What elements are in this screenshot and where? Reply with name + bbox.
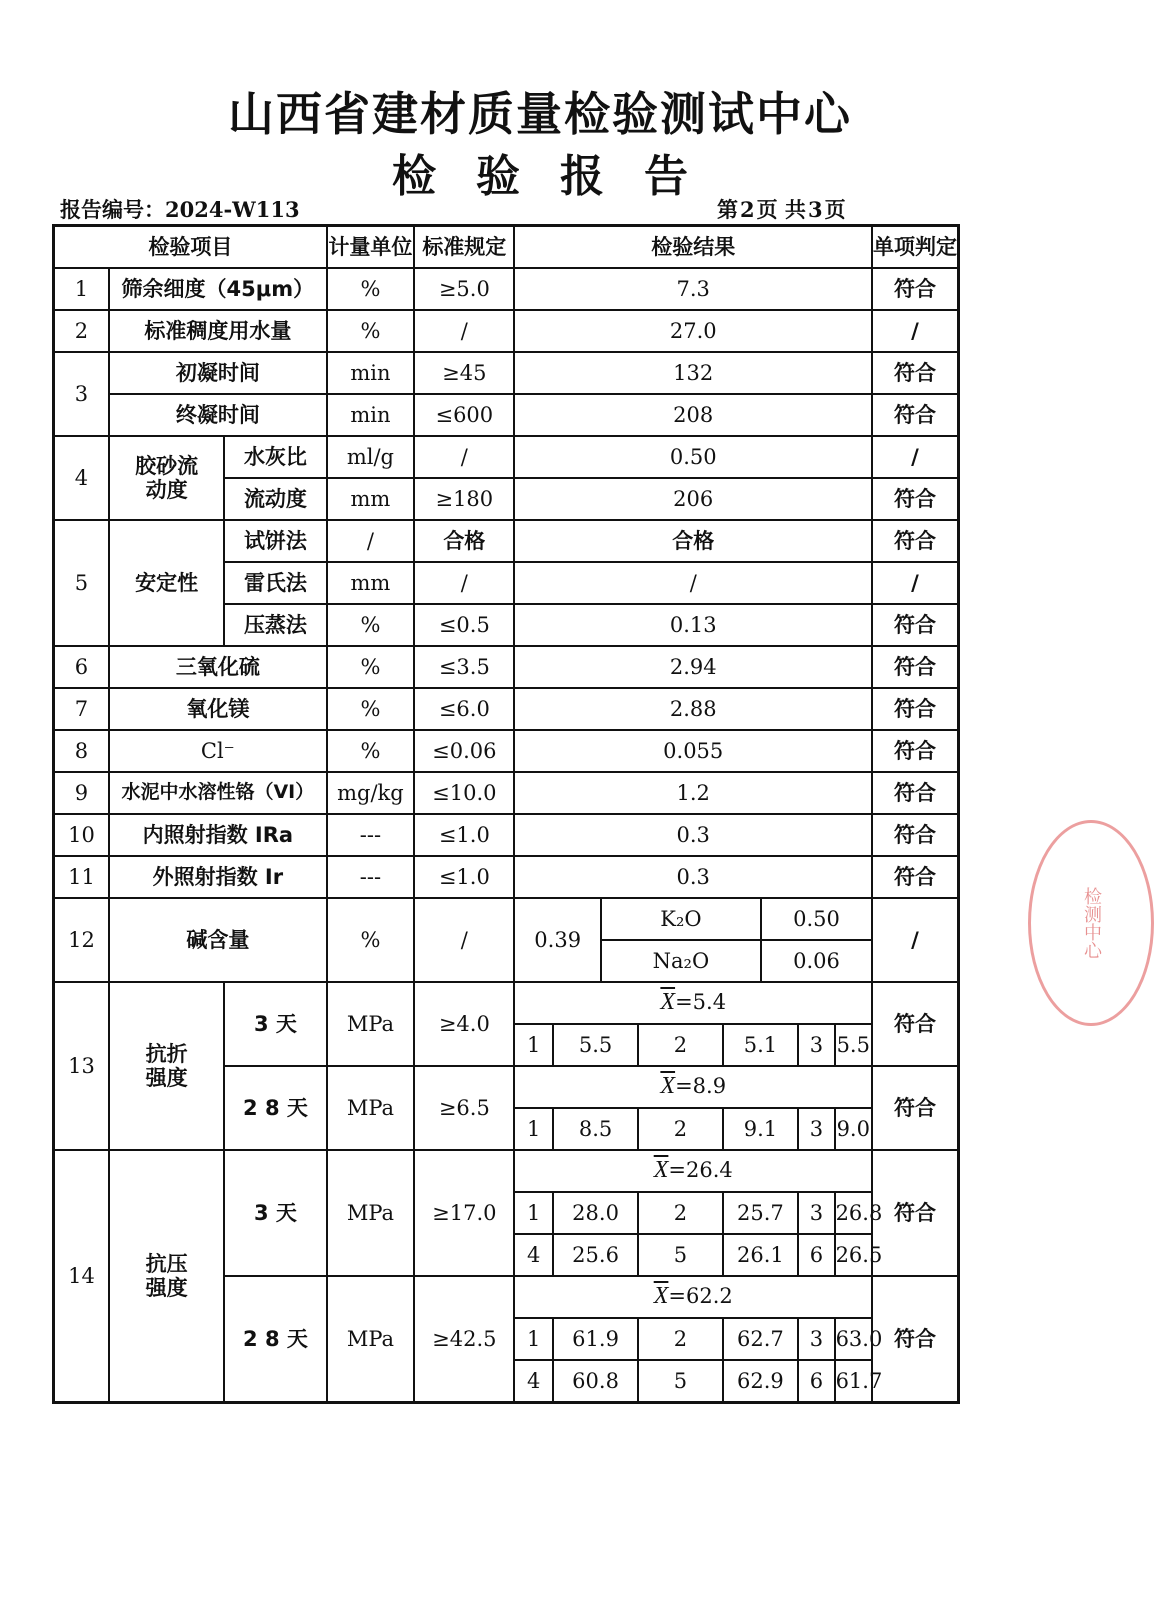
specimen-no: 1 xyxy=(514,1192,552,1234)
row-judge: 符合 xyxy=(872,1066,959,1150)
specimen-value: 25.7 xyxy=(723,1192,799,1234)
alkali-total: 0.39 xyxy=(514,898,600,982)
report-number: 报告编号：2024-W113 xyxy=(60,197,300,222)
age-label: 3 天 xyxy=(224,982,326,1066)
row-judge: / xyxy=(872,310,959,352)
row-standard: ≥6.5 xyxy=(414,1066,514,1150)
row-result: 7.3 xyxy=(514,268,872,310)
alkali-row xyxy=(54,898,959,940)
row-name: 压蒸法 xyxy=(224,604,326,646)
row-judge: 符合 xyxy=(872,814,959,856)
row-no: 6 xyxy=(54,646,109,688)
specimen-value: 26.8 xyxy=(835,1192,872,1234)
specimen-value: 61.7 xyxy=(835,1360,872,1403)
row-standard: ≥42.5 xyxy=(414,1276,514,1403)
row-judge: 符合 xyxy=(872,520,959,562)
row-name: 内照射指数 IRa xyxy=(109,814,327,856)
row-no: 14 xyxy=(54,1150,109,1403)
table-row xyxy=(54,856,959,898)
row-unit: MPa xyxy=(327,982,415,1066)
row-result: 132 xyxy=(514,352,872,394)
specimen-value: 8.5 xyxy=(553,1108,638,1150)
row-result: 0.13 xyxy=(514,604,872,646)
specimen-no: 6 xyxy=(798,1360,834,1403)
row-judge: 符合 xyxy=(872,268,959,310)
row-standard: ≥180 xyxy=(414,478,514,520)
row-judge: 符合 xyxy=(872,352,959,394)
row-unit: min xyxy=(327,394,415,436)
specimen-no: 3 xyxy=(798,1318,834,1360)
row-name: 初凝时间 xyxy=(109,352,327,394)
row-unit: % xyxy=(327,898,415,982)
row-unit: % xyxy=(327,310,415,352)
row-name: 外照射指数 Ir xyxy=(109,856,327,898)
row-no: 9 xyxy=(54,772,109,814)
row-unit: mm xyxy=(327,478,415,520)
row-name: 筛余细度（45μm） xyxy=(109,268,327,310)
row-standard: 合格 xyxy=(414,520,514,562)
header-item: 检验项目 xyxy=(54,226,327,269)
row-result: 27.0 xyxy=(514,310,872,352)
row-name: 水泥中水溶性铬（VI） xyxy=(109,772,327,814)
specimen-value: 5.5 xyxy=(553,1024,638,1066)
na2o-label: Na₂O xyxy=(601,940,761,982)
specimen-no: 2 xyxy=(638,1192,722,1234)
row-unit: % xyxy=(327,604,415,646)
specimen-value: 61.9 xyxy=(553,1318,638,1360)
row-result: 0.3 xyxy=(514,856,872,898)
report-subtitle: 检验报告 xyxy=(392,151,728,202)
row-unit: % xyxy=(327,730,415,772)
row-unit: --- xyxy=(327,814,415,856)
row-name: 试饼法 xyxy=(224,520,326,562)
row-unit: % xyxy=(327,268,415,310)
k2o-label: K₂O xyxy=(601,898,761,940)
row-standard: ≤1.0 xyxy=(414,856,514,898)
row-no: 11 xyxy=(54,856,109,898)
row-unit: MPa xyxy=(327,1066,415,1150)
specimen-no: 6 xyxy=(798,1234,834,1276)
row-standard: ≤600 xyxy=(414,394,514,436)
table-row xyxy=(54,268,959,310)
row-group: 抗折强度 xyxy=(109,982,224,1150)
row-group: 抗压强度 xyxy=(109,1150,224,1403)
specimen-value: 25.6 xyxy=(553,1234,638,1276)
k2o-value: 0.50 xyxy=(761,898,872,940)
age-label: 2 8 天 xyxy=(224,1066,326,1150)
page-indicator: 第2页 共3页 xyxy=(717,197,846,222)
row-no: 12 xyxy=(54,898,109,982)
row-no: 2 xyxy=(54,310,109,352)
row-judge: 符合 xyxy=(872,730,959,772)
row-result: / xyxy=(514,562,872,604)
row-judge: 符合 xyxy=(872,604,959,646)
row-unit: mm xyxy=(327,562,415,604)
inspection-results-table xyxy=(52,224,960,1404)
table-row xyxy=(54,772,959,814)
specimen-value: 60.8 xyxy=(553,1360,638,1403)
row-result: 合格 xyxy=(514,520,872,562)
mean-value: $\overline{X}=62.2$ xyxy=(514,1276,872,1318)
specimen-value: 26.1 xyxy=(723,1234,799,1276)
row-judge: / xyxy=(872,562,959,604)
specimen-value: 5.5 xyxy=(835,1024,872,1066)
table-header-row xyxy=(54,226,959,269)
row-name: 终凝时间 xyxy=(109,394,327,436)
row-unit: --- xyxy=(327,856,415,898)
row-name: 三氧化硫 xyxy=(109,646,327,688)
table-row xyxy=(54,520,959,562)
row-name: 碱含量 xyxy=(109,898,327,982)
row-unit: MPa xyxy=(327,1150,415,1276)
specimen-no: 2 xyxy=(638,1108,722,1150)
row-name: Cl⁻ xyxy=(109,730,327,772)
specimen-value: 5.1 xyxy=(723,1024,799,1066)
row-standard: ≥5.0 xyxy=(414,268,514,310)
specimen-no: 3 xyxy=(798,1024,834,1066)
specimen-no: 5 xyxy=(638,1360,722,1403)
row-unit: / xyxy=(327,520,415,562)
table-row xyxy=(54,352,959,394)
row-judge: 符合 xyxy=(872,688,959,730)
row-no: 1 xyxy=(54,268,109,310)
row-standard: ≤1.0 xyxy=(414,814,514,856)
row-name: 氧化镁 xyxy=(109,688,327,730)
specimen-value: 26.5 xyxy=(835,1234,872,1276)
row-result: 1.2 xyxy=(514,772,872,814)
table-row xyxy=(54,394,959,436)
specimen-value: 9.0 xyxy=(835,1108,872,1150)
row-standard: ≥45 xyxy=(414,352,514,394)
row-unit: min xyxy=(327,352,415,394)
specimen-no: 2 xyxy=(638,1024,722,1066)
flexural-row xyxy=(54,982,959,1024)
row-result: 208 xyxy=(514,394,872,436)
row-judge: 符合 xyxy=(872,856,959,898)
header-standard: 标准规定 xyxy=(414,226,514,269)
row-name: 水灰比 xyxy=(224,436,326,478)
table-row xyxy=(54,436,959,478)
row-unit: ml/g xyxy=(327,436,415,478)
official-seal-stamp: 检测中心 xyxy=(1028,820,1154,1026)
row-result: 2.94 xyxy=(514,646,872,688)
row-judge: 符合 xyxy=(872,1276,959,1403)
specimen-value: 63.0 xyxy=(835,1318,872,1360)
row-name: 雷氏法 xyxy=(224,562,326,604)
row-standard: ≤10.0 xyxy=(414,772,514,814)
row-unit: % xyxy=(327,688,415,730)
header-result: 检验结果 xyxy=(514,226,872,269)
row-standard: / xyxy=(414,436,514,478)
row-standard: ≤6.0 xyxy=(414,688,514,730)
specimen-no: 3 xyxy=(798,1108,834,1150)
specimen-no: 1 xyxy=(514,1108,552,1150)
row-name: 标准稠度用水量 xyxy=(109,310,327,352)
row-judge: 符合 xyxy=(872,772,959,814)
specimen-no: 4 xyxy=(514,1360,552,1403)
row-result: 0.50 xyxy=(514,436,872,478)
table-row xyxy=(54,310,959,352)
row-judge: 符合 xyxy=(872,982,959,1066)
row-judge: / xyxy=(872,436,959,478)
row-no: 13 xyxy=(54,982,109,1150)
specimen-no: 5 xyxy=(638,1234,722,1276)
specimen-no: 1 xyxy=(514,1024,552,1066)
row-judge: 符合 xyxy=(872,646,959,688)
specimen-no: 1 xyxy=(514,1318,552,1360)
row-standard: ≤0.5 xyxy=(414,604,514,646)
row-judge: / xyxy=(872,898,959,982)
mean-value: $\overline{X}=26.4$ xyxy=(514,1150,872,1192)
row-name: 流动度 xyxy=(224,478,326,520)
specimen-no: 2 xyxy=(638,1318,722,1360)
row-standard: ≤3.5 xyxy=(414,646,514,688)
row-result: 0.055 xyxy=(514,730,872,772)
table-row xyxy=(54,688,959,730)
row-unit: % xyxy=(327,646,415,688)
header-judge: 单项判定 xyxy=(872,226,959,269)
row-standard: ≥17.0 xyxy=(414,1150,514,1276)
specimen-value: 9.1 xyxy=(723,1108,799,1150)
na2o-value: 0.06 xyxy=(761,940,872,982)
row-no: 8 xyxy=(54,730,109,772)
row-standard: ≥4.0 xyxy=(414,982,514,1066)
specimen-no: 4 xyxy=(514,1234,552,1276)
row-result: 206 xyxy=(514,478,872,520)
specimen-value: 62.9 xyxy=(723,1360,799,1403)
mean-value: $\overline{X}=8.9$ xyxy=(514,1066,872,1108)
mean-value: $\overline{X}=5.4$ xyxy=(514,982,872,1024)
row-judge: 符合 xyxy=(872,1150,959,1276)
specimen-value: 62.7 xyxy=(723,1318,799,1360)
row-result: 0.3 xyxy=(514,814,872,856)
row-no: 3 xyxy=(54,352,109,436)
row-no: 5 xyxy=(54,520,109,646)
row-standard: / xyxy=(414,562,514,604)
row-judge: 符合 xyxy=(872,394,959,436)
row-standard: ≤0.06 xyxy=(414,730,514,772)
row-standard: / xyxy=(414,898,514,982)
row-group: 安定性 xyxy=(109,520,224,646)
table-row xyxy=(54,814,959,856)
row-no: 10 xyxy=(54,814,109,856)
table-row xyxy=(54,646,959,688)
row-standard: / xyxy=(414,310,514,352)
compressive-row xyxy=(54,1150,959,1192)
report-institution-title: 山西省建材质量检验测试中心 xyxy=(228,87,852,141)
age-label: 3 天 xyxy=(224,1150,326,1276)
row-judge: 符合 xyxy=(872,478,959,520)
specimen-no: 3 xyxy=(798,1192,834,1234)
row-group: 胶砂流动度 xyxy=(109,436,224,520)
specimen-value: 28.0 xyxy=(553,1192,638,1234)
row-no: 4 xyxy=(54,436,109,520)
table-row xyxy=(54,730,959,772)
row-unit: mg/kg xyxy=(327,772,415,814)
age-label: 2 8 天 xyxy=(224,1276,326,1403)
row-no: 7 xyxy=(54,688,109,730)
row-result: 2.88 xyxy=(514,688,872,730)
header-unit: 计量单位 xyxy=(327,226,415,269)
row-unit: MPa xyxy=(327,1276,415,1403)
